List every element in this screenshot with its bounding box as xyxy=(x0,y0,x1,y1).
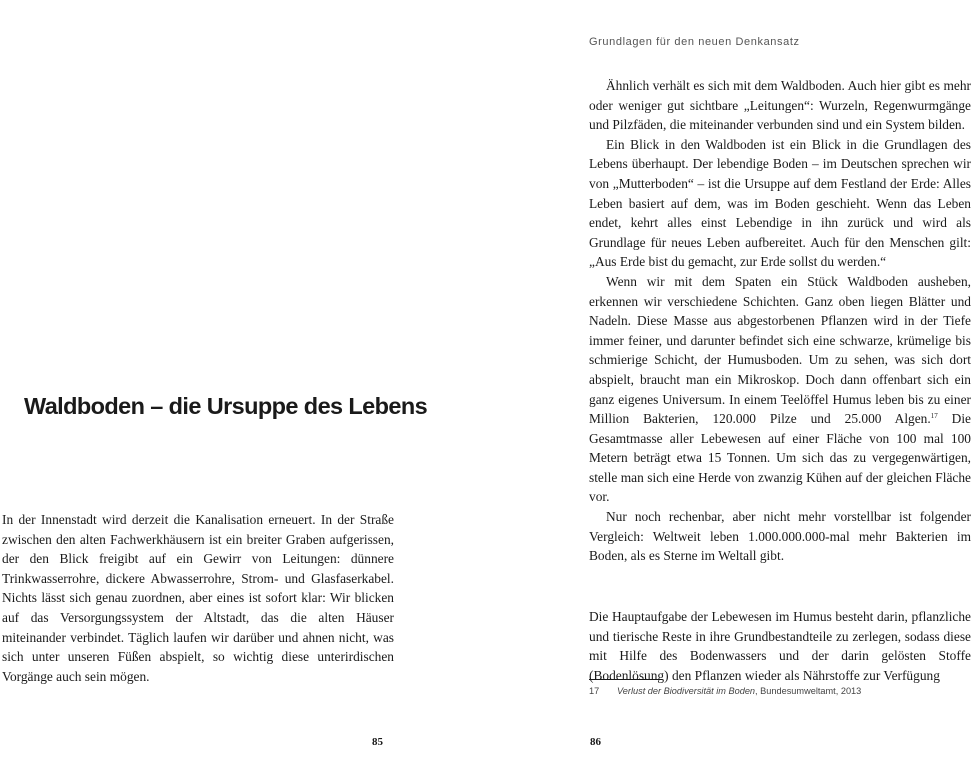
paragraph: Ähnlich verhält es sich mit dem Waldboden. Auch hier gibt es mehr oder weniger gut sichtbare „Leitungen“: Wurzeln, Regenwurmgänge und Pilzfäden, die miteinander verbunden sind und ein System bilden. xyxy=(589,78,971,133)
page-number: 85 xyxy=(372,736,383,748)
left-page xyxy=(0,0,488,781)
footnote-reference: 17 xyxy=(930,412,938,421)
right-page xyxy=(488,0,977,781)
body-text xyxy=(589,76,971,566)
footnote xyxy=(589,686,971,696)
footnote-title: Verlust der Biodiversität im Boden xyxy=(617,686,756,696)
footnote-source: , Bundesumweltamt, 2013 xyxy=(755,686,862,696)
section-paragraph: Die Hauptaufgabe der Lebewesen im Humus besteht darin, pflanzliche und tierische Reste in ihre Grundbestandteile zu zerlegen, sodass diese mit Hilfe des Bodenwassers und der darin gelösten Stoffe (Bodenlösung) den Pflanzen wieder als Nährstoffe zur Verfügung xyxy=(589,609,971,683)
intro-paragraph: In der Innenstadt wird derzeit die Kanalisation erneuert. In der Straße zwischen den alten Fachwerkhäusern ist ein breiter Graben aufgerissen, der den Blick freigibt auf ein Gewirr von Leitungen: dünnere Trinkwasserrohre, dickere Abwasserrohre, Strom- und Glasfaserkabel. Nichts lässt sich genau zuordnen, aber eines ist sofort klar: Wir blicken auf das Versorgungssystem der Altstadt, das die alten Häuser miteinander verbindet. Täglich laufen wir darüber und ahnen nicht, was sich unter unseren Füßen abspielt, so wichtig diese unterirdischen Vorgänge auch sein mögen. xyxy=(2,512,394,684)
paragraph-text: Die Gesamtmasse aller Lebewesen auf einer Fläche von 100 mal 100 Metern beträgt etwa 15 Tonnen. Um sich das zu vergegenwärtigen, stelle man sich eine Herde von zwanzig Kühen auf der gleichen Fläche vor. xyxy=(589,411,972,505)
paragraph: Nur noch rechenbar, aber nicht mehr vorstellbar ist folgender Vergleich: Weltweit leben 1.000.000.000-mal mehr Bakterien im Boden, als es Sterne im Weltall gibt. xyxy=(589,509,971,564)
paragraph xyxy=(589,272,971,507)
paragraph-text: Wenn wir mit dem Spaten ein Stück Waldboden ausheben, erkennen wir verschiedene Schichten. Ganz oben liegen Blätter und Nadeln. Diese Masse aus abgestorbenen Pflanzen wird in der Tiefe immer feiner, und darunter befindet sich eine schwarze, krümelige bis schmierige Schicht, der Humusboden. Um zu sehen, was sich dort abspielt, braucht man ein Mikroskop. Doch dann offenbart sich ein ganz eigenes Universum. In einem Teelöffel Humus leben bis zu einer Million Bakterien, 120.000 Pilze und 25.000 Algen. xyxy=(589,273,971,427)
page-number: 86 xyxy=(590,736,601,748)
footnote-number: 17 xyxy=(589,686,600,696)
running-head: Grundlagen für den neuen Denkansatz xyxy=(589,36,800,48)
chapter-title: Waldboden – die Ursuppe des Lebens xyxy=(24,393,428,419)
paragraph: Ein Blick in den Waldboden ist ein Blick in die Grundlagen des Lebens überhaupt. Der lebendige Boden – im Deutschen sprechen wir von „Mutterboden“ – ist die Ursuppe auf dem Festland der Erde: Alles Leben basiert auf dem, was im Boden geschieht. Wenn das Leben endet, kehrt alles einst Lebendige in ihn zurück und wird als Grundlage für neues Leben aufbereitet. Auch für den Menschen gilt: „Aus Erde bist du gemacht, zur Erde sollst du werden.“ xyxy=(589,136,971,270)
footnote-divider xyxy=(589,679,661,680)
